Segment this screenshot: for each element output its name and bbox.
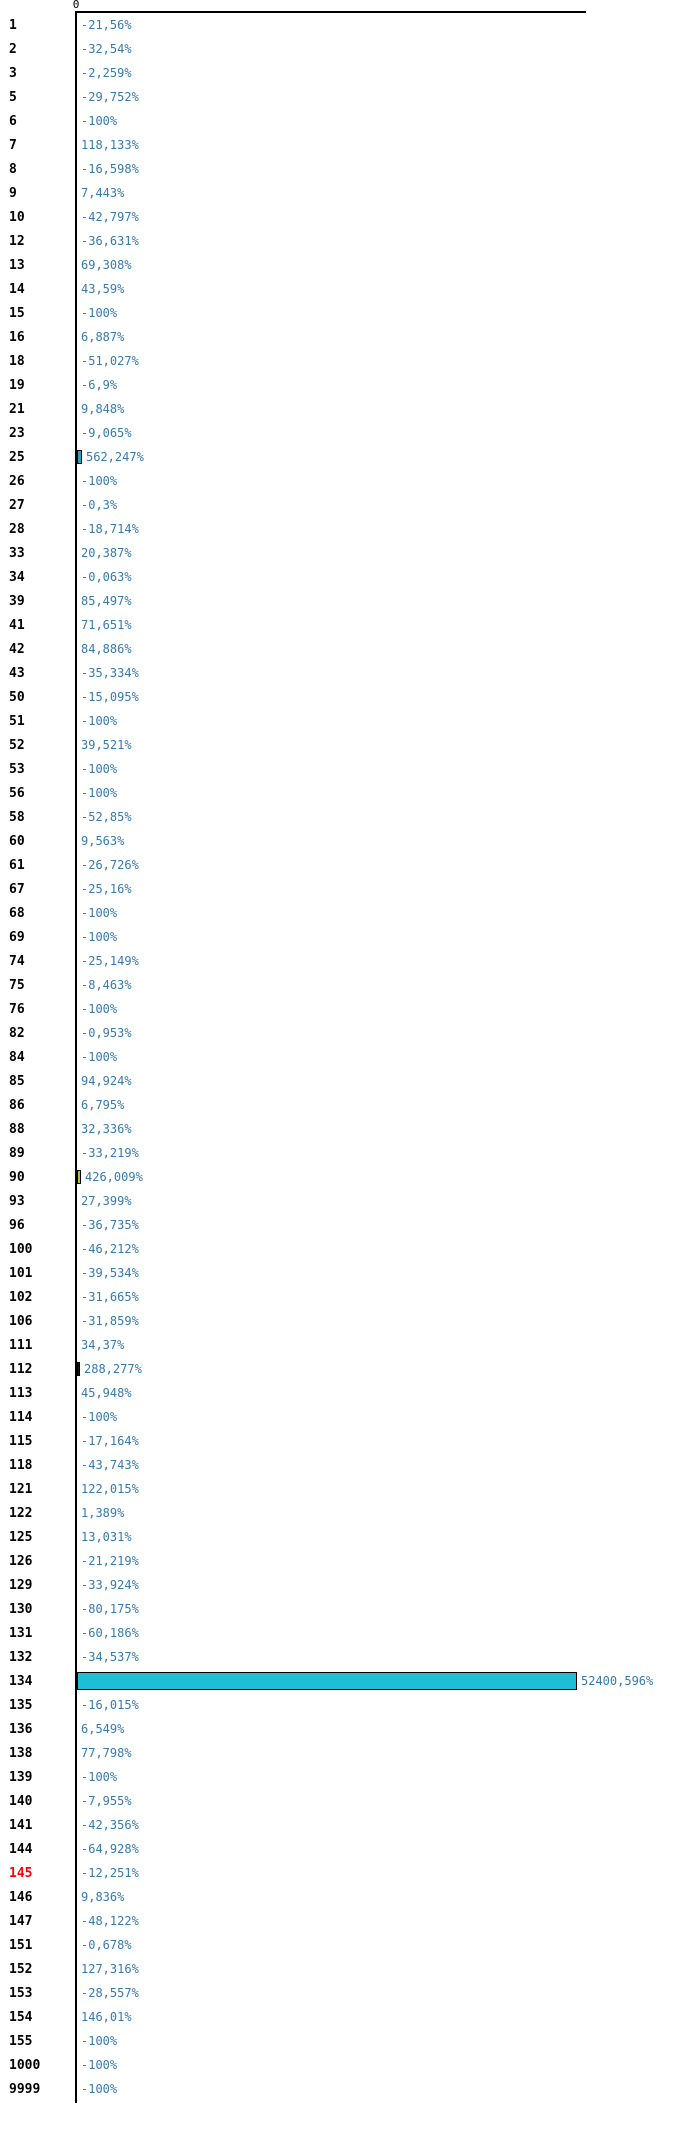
value-label: 84,886%	[81, 642, 132, 656]
category-label: 155	[9, 2033, 33, 2049]
chart-row	[0, 469, 700, 493]
chart-row	[0, 1453, 700, 1477]
value-label: -51,027%	[81, 354, 139, 368]
value-label: -80,175%	[81, 1602, 139, 1616]
value-label: -100%	[81, 762, 118, 776]
value-label: 77,798%	[81, 1746, 132, 1760]
chart-row	[0, 1429, 700, 1453]
category-label: 115	[9, 1433, 33, 1449]
value-label: -17,164%	[81, 1434, 139, 1448]
chart-row	[0, 1069, 700, 1093]
value-label: -0,3%	[81, 498, 118, 512]
chart-row	[0, 133, 700, 157]
category-label: 125	[9, 1529, 33, 1545]
chart-row	[0, 1117, 700, 1141]
chart-row	[0, 325, 700, 349]
category-label: 136	[9, 1721, 33, 1737]
category-label: 15	[9, 305, 25, 321]
category-label: 34	[9, 569, 25, 585]
value-label: 94,924%	[81, 1074, 132, 1088]
category-label: 100	[9, 1241, 33, 1257]
category-label: 152	[9, 1961, 33, 1977]
value-label: 1,389%	[81, 1506, 125, 1520]
category-label: 58	[9, 809, 25, 825]
chart-row	[0, 517, 700, 541]
category-label: 113	[9, 1385, 33, 1401]
chart-row	[0, 1189, 700, 1213]
chart-row	[0, 445, 700, 469]
value-label: -28,557%	[81, 1986, 139, 2000]
category-label: 67	[9, 881, 25, 897]
bar	[77, 1170, 81, 1184]
category-label: 13	[9, 257, 25, 273]
value-label: -39,534%	[81, 1266, 139, 1280]
value-label: -0,678%	[81, 1938, 132, 1952]
category-label: 25	[9, 449, 25, 465]
value-label: -33,219%	[81, 1146, 139, 1160]
value-label: -36,735%	[81, 1218, 139, 1232]
value-label: -18,714%	[81, 522, 139, 536]
chart-row	[0, 661, 700, 685]
chart-row	[0, 733, 700, 757]
chart-row	[0, 1813, 700, 1837]
category-label: 9	[9, 185, 17, 201]
value-label: -12,251%	[81, 1866, 139, 1880]
category-label: 23	[9, 425, 25, 441]
category-label: 96	[9, 1217, 25, 1233]
category-label: 102	[9, 1289, 33, 1305]
chart-row	[0, 493, 700, 517]
value-label: 562,247%	[86, 450, 144, 464]
value-label: -9,065%	[81, 426, 132, 440]
value-label: 71,651%	[81, 618, 132, 632]
bar	[77, 1362, 80, 1376]
value-label: 6,549%	[81, 1722, 125, 1736]
chart-row	[0, 1597, 700, 1621]
category-label: 86	[9, 1097, 25, 1113]
value-label: -46,212%	[81, 1242, 139, 1256]
value-label: -60,186%	[81, 1626, 139, 1640]
value-label: -100%	[81, 2034, 118, 2048]
chart-row	[0, 757, 700, 781]
category-label: 76	[9, 1001, 25, 1017]
value-label: 52400,596%	[581, 1674, 654, 1688]
chart-row	[0, 613, 700, 637]
value-label: 288,277%	[84, 1362, 142, 1376]
value-label: 122,015%	[81, 1482, 139, 1496]
value-label: -52,85%	[81, 810, 132, 824]
category-label: 52	[9, 737, 25, 753]
value-label: 118,133%	[81, 138, 139, 152]
value-label: -29,752%	[81, 90, 139, 104]
category-label: 41	[9, 617, 25, 633]
category-label: 132	[9, 1649, 33, 1665]
chart-row	[0, 1333, 700, 1357]
value-label: 7,443%	[81, 186, 125, 200]
category-label: 82	[9, 1025, 25, 1041]
value-label: -16,015%	[81, 1698, 139, 1712]
value-label: 34,37%	[81, 1338, 125, 1352]
value-label: 69,308%	[81, 258, 132, 272]
chart-row	[0, 85, 700, 109]
category-label: 2	[9, 41, 17, 57]
chart-row	[0, 1045, 700, 1069]
chart-row	[0, 637, 700, 661]
value-label: 32,336%	[81, 1122, 132, 1136]
chart-row	[0, 925, 700, 949]
category-label: 51	[9, 713, 25, 729]
value-label: 13,031%	[81, 1530, 132, 1544]
value-label: -21,56%	[81, 18, 132, 32]
bar	[77, 450, 82, 464]
chart-row	[0, 1717, 700, 1741]
category-label: 144	[9, 1841, 33, 1857]
category-label: 60	[9, 833, 25, 849]
chart-row	[0, 1861, 700, 1885]
chart-row	[0, 709, 700, 733]
chart-row	[0, 1693, 700, 1717]
category-label: 130	[9, 1601, 33, 1617]
bar	[77, 1672, 577, 1690]
category-label: 141	[9, 1817, 33, 1833]
category-label: 19	[9, 377, 25, 393]
chart-row	[0, 13, 700, 37]
value-label: -48,122%	[81, 1914, 139, 1928]
value-label: -31,859%	[81, 1314, 139, 1328]
category-label: 122	[9, 1505, 33, 1521]
chart-row	[0, 1957, 700, 1981]
category-label: 12	[9, 233, 25, 249]
value-label: -25,149%	[81, 954, 139, 968]
chart-row	[0, 1237, 700, 1261]
chart-row	[0, 1981, 700, 2005]
category-label: 1000	[9, 2057, 41, 2073]
chart-row	[0, 781, 700, 805]
value-label: -25,16%	[81, 882, 132, 896]
category-label: 56	[9, 785, 25, 801]
chart-row	[0, 157, 700, 181]
chart-row	[0, 1357, 700, 1381]
chart-row	[0, 589, 700, 613]
chart-rows	[0, 13, 700, 2101]
chart-row	[0, 1741, 700, 1765]
value-label: -100%	[81, 474, 118, 488]
category-label: 5	[9, 89, 17, 105]
category-label: 131	[9, 1625, 33, 1641]
chart-row	[0, 1381, 700, 1405]
value-label: 6,887%	[81, 330, 125, 344]
category-label: 101	[9, 1265, 33, 1281]
chart-row	[0, 877, 700, 901]
value-label: -31,665%	[81, 1290, 139, 1304]
chart-row	[0, 1789, 700, 1813]
chart-row	[0, 229, 700, 253]
chart-row	[0, 2005, 700, 2029]
category-label: 112	[9, 1361, 33, 1377]
value-label: 9,563%	[81, 834, 125, 848]
value-label: -64,928%	[81, 1842, 139, 1856]
value-label: -100%	[81, 306, 118, 320]
value-label: -33,924%	[81, 1578, 139, 1592]
category-label: 114	[9, 1409, 33, 1425]
chart-row	[0, 2029, 700, 2053]
value-label: 426,009%	[85, 1170, 143, 1184]
chart-row	[0, 1669, 700, 1693]
value-label: -100%	[81, 2082, 118, 2096]
category-label: 129	[9, 1577, 33, 1593]
value-label: -0,953%	[81, 1026, 132, 1040]
category-label: 50	[9, 689, 25, 705]
chart-row	[0, 61, 700, 85]
chart-row	[0, 685, 700, 709]
value-label: -26,726%	[81, 858, 139, 872]
chart-row	[0, 1165, 700, 1189]
category-label: 21	[9, 401, 25, 417]
chart-row	[0, 973, 700, 997]
category-label: 147	[9, 1913, 33, 1929]
chart-row	[0, 1261, 700, 1285]
category-label: 106	[9, 1313, 33, 1329]
chart-row	[0, 1933, 700, 1957]
chart-row	[0, 1213, 700, 1237]
value-label: -100%	[81, 1002, 118, 1016]
category-label: 90	[9, 1169, 25, 1185]
chart-row	[0, 565, 700, 589]
value-label: -21,219%	[81, 1554, 139, 1568]
chart-row	[0, 1525, 700, 1549]
category-label: 68	[9, 905, 25, 921]
value-label: 6,795%	[81, 1098, 125, 1112]
value-label: 45,948%	[81, 1386, 132, 1400]
category-label: 85	[9, 1073, 25, 1089]
category-label: 33	[9, 545, 25, 561]
chart-row	[0, 421, 700, 445]
category-label: 153	[9, 1985, 33, 2001]
value-label: 127,316%	[81, 1962, 139, 1976]
category-label: 118	[9, 1457, 33, 1473]
category-label: 89	[9, 1145, 25, 1161]
value-label: -34,537%	[81, 1650, 139, 1664]
chart-row	[0, 373, 700, 397]
chart-row	[0, 1141, 700, 1165]
chart-row	[0, 997, 700, 1021]
value-label: 43,59%	[81, 282, 125, 296]
value-label: -100%	[81, 714, 118, 728]
category-label: 53	[9, 761, 25, 777]
category-label: 1	[9, 17, 17, 33]
axis-zero-label: 0	[72, 0, 80, 11]
category-label: 145	[9, 1865, 33, 1881]
value-label: -100%	[81, 1410, 118, 1424]
value-label: 27,399%	[81, 1194, 132, 1208]
category-label: 139	[9, 1769, 33, 1785]
chart-row	[0, 1405, 700, 1429]
category-label: 18	[9, 353, 25, 369]
chart-row	[0, 1309, 700, 1333]
chart-row	[0, 853, 700, 877]
value-label: -43,743%	[81, 1458, 139, 1472]
chart-row	[0, 1645, 700, 1669]
category-label: 140	[9, 1793, 33, 1809]
value-label: 9,848%	[81, 402, 125, 416]
chart-row	[0, 109, 700, 133]
value-label: -32,54%	[81, 42, 132, 56]
value-label: -100%	[81, 930, 118, 944]
chart-row	[0, 1573, 700, 1597]
value-label: -36,631%	[81, 234, 139, 248]
category-label: 3	[9, 65, 17, 81]
value-label: 146,01%	[81, 2010, 132, 2024]
category-label: 75	[9, 977, 25, 993]
category-label: 9999	[9, 2081, 41, 2097]
category-label: 39	[9, 593, 25, 609]
value-label: -15,095%	[81, 690, 139, 704]
chart-row	[0, 2053, 700, 2077]
category-label: 6	[9, 113, 17, 129]
value-label: -100%	[81, 1050, 118, 1064]
chart-row	[0, 1885, 700, 1909]
category-label: 28	[9, 521, 25, 537]
chart-row	[0, 301, 700, 325]
category-label: 88	[9, 1121, 25, 1137]
chart-row	[0, 1093, 700, 1117]
value-label: -100%	[81, 786, 118, 800]
chart-row	[0, 277, 700, 301]
category-label: 43	[9, 665, 25, 681]
chart-row	[0, 205, 700, 229]
chart-row	[0, 1837, 700, 1861]
value-label: -8,463%	[81, 978, 132, 992]
chart-row	[0, 397, 700, 421]
category-label: 126	[9, 1553, 33, 1569]
chart-row	[0, 901, 700, 925]
chart-row	[0, 37, 700, 61]
value-label: -0,063%	[81, 570, 132, 584]
category-label: 26	[9, 473, 25, 489]
category-label: 42	[9, 641, 25, 657]
category-label: 10	[9, 209, 25, 225]
value-label: -100%	[81, 1770, 118, 1784]
category-label: 93	[9, 1193, 25, 1209]
category-label: 7	[9, 137, 17, 153]
chart-row	[0, 1501, 700, 1525]
chart-row	[0, 1021, 700, 1045]
category-label: 16	[9, 329, 25, 345]
value-label: -42,356%	[81, 1818, 139, 1832]
category-label: 134	[9, 1673, 33, 1689]
category-label: 74	[9, 953, 25, 969]
chart-row	[0, 1285, 700, 1309]
category-label: 135	[9, 1697, 33, 1713]
chart-row	[0, 1477, 700, 1501]
value-label: -6,9%	[81, 378, 118, 392]
category-label: 111	[9, 1337, 33, 1353]
value-label: -2,259%	[81, 66, 132, 80]
chart-row	[0, 1621, 700, 1645]
category-label: 69	[9, 929, 25, 945]
value-label: -35,334%	[81, 666, 139, 680]
category-label: 27	[9, 497, 25, 513]
value-label: 85,497%	[81, 594, 132, 608]
value-label: 39,521%	[81, 738, 132, 752]
value-label: -100%	[81, 2058, 118, 2072]
category-label: 138	[9, 1745, 33, 1761]
category-label: 121	[9, 1481, 33, 1497]
value-label: -7,955%	[81, 1794, 132, 1808]
chart-row	[0, 1549, 700, 1573]
chart-row	[0, 541, 700, 565]
chart-row	[0, 829, 700, 853]
value-label: 20,387%	[81, 546, 132, 560]
chart-row	[0, 1765, 700, 1789]
chart-row	[0, 349, 700, 373]
chart-row	[0, 2077, 700, 2101]
value-label: -16,598%	[81, 162, 139, 176]
category-label: 146	[9, 1889, 33, 1905]
category-label: 84	[9, 1049, 25, 1065]
category-label: 61	[9, 857, 25, 873]
category-label: 154	[9, 2009, 33, 2025]
chart-row	[0, 253, 700, 277]
chart-row	[0, 1909, 700, 1933]
chart-row	[0, 949, 700, 973]
value-label: -100%	[81, 906, 118, 920]
chart-row	[0, 181, 700, 205]
chart-row	[0, 805, 700, 829]
category-label: 151	[9, 1937, 33, 1953]
value-label: -100%	[81, 114, 118, 128]
category-label: 8	[9, 161, 17, 177]
category-label: 14	[9, 281, 25, 297]
value-label: -42,797%	[81, 210, 139, 224]
value-label: 9,836%	[81, 1890, 125, 1904]
